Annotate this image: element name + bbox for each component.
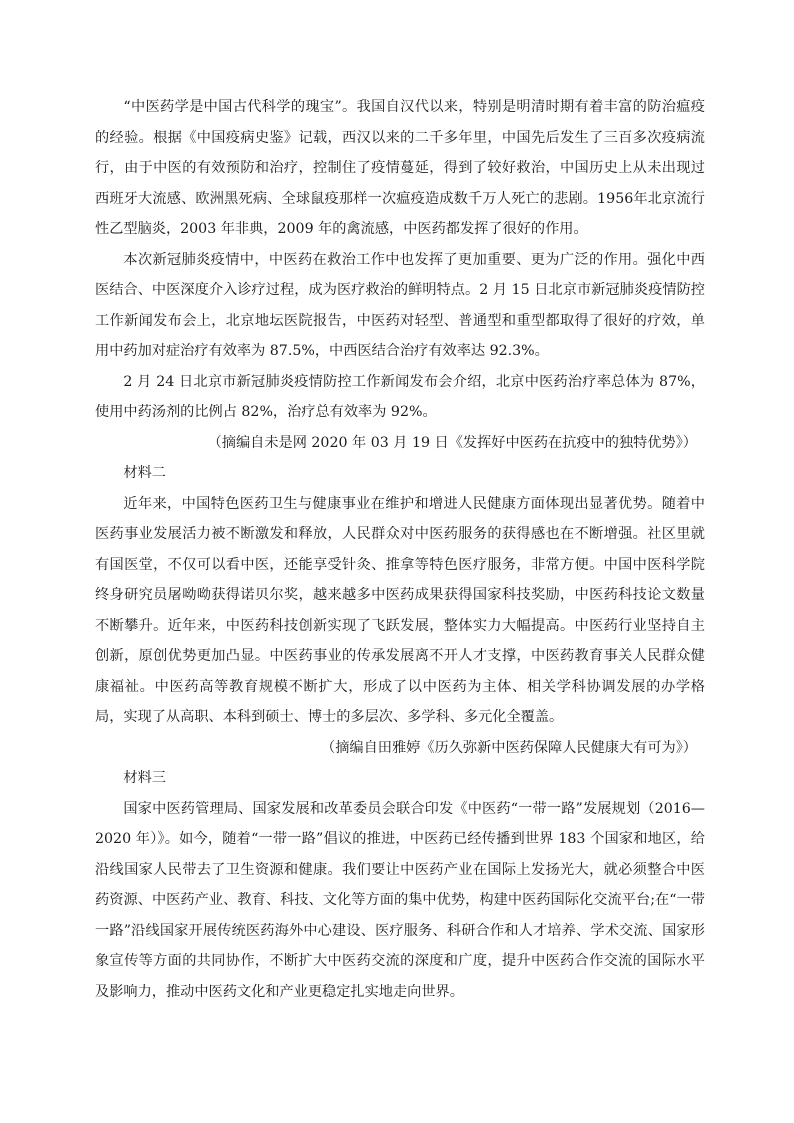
material-one-source: （摘编自未是网 2020 年 03 月 19 日《发挥好中医药在抗疫中的独特优势》） <box>207 434 697 451</box>
material-two-source: （摘编自田雅婷《历久弥新中医药保障人民健康大有可为》） <box>321 739 697 756</box>
material-three-paragraph-1: 国家中医药管理局、国家发展和改革委员会联合印发《中医药“一带一路”发展规划（2016—2020 年）》。如今，随着“一带一路”倡议的推进，中医药已经传播到世界 183 个国家和地区，给沿线国家人民带去了卫生资源和健康。我们要让中医药产业在国际上发扬光大，就必须整合中医药资源、中医药产业、教育、科技、文化等方面的集中优势，构建中医药国际化交流平台;在“一带一路”沿线国家开展传统医药海外中心建设、医疗服务、科研合作和人才培养、学术交流、国家形象宣传等方面的共同协作，不断扩大中医药交流的深度和广度，提升中医药合作交流的国际水平及影响力，推动中医药文化和产业更稳定扎实地走向世界。 <box>95 800 705 1000</box>
material-two-heading: 材料二 <box>123 465 166 481</box>
material-one-paragraph-2: 本次新冠肺炎疫情中，中医药在救治工作中也发挥了更加重要、更为广泛的作用。强化中西医结合、中医深度介入诊疗过程，成为医疗救治的鲜明特点。2 月 15 日北京市新冠肺炎疫情防控工作新闻发布会上，北京地坛医院报告，中医药对轻型、普通型和重型都取得了很好的疗效，单用中药加对症治疗有效率为 87.5%，中西医结合治疗有效率达 92.3%。 <box>95 251 705 359</box>
material-two-paragraph-1: 近年来，中国特色医药卫生与健康事业在维护和增进人民健康方面体现出显著优势。随着中医药事业发展活力被不断激发和释放，人民群众对中医药服务的获得感也在不断增强。社区里就有国医堂，不仅可以看中医，还能享受针灸、推拿等特色医疗服务，非常方便。中国中医科学院终身研究员屠呦呦获得诺贝尔奖，越来越多中医药成果获得国家科技奖励，中医药科技论文数量不断攀升。近年来，中医药科技创新实现了飞跃发展，整体实力大幅提高。中医药行业坚持自主创新，原创优势更加凸显。中医药事业的传承发展离不开人才支撑，中医药教育事关人民群众健康福祉。中医药高等教育规模不断扩大，形成了以中医药为主体、相关学科协调发展的办学格局，实现了从高职、本科到硕士、博士的多层次、多学科、多元化全覆盖。 <box>95 495 705 725</box>
material-one-paragraph-1: “中医药学是中国古代科学的瑰宝”。我国自汉代以来，特别是明清时期有着丰富的防治瘟疫的经验。根据《中国疫病史鉴》记载，西汉以来的二千多年里，中国先后发生了三百多次疫病流行，由于中医的有效预防和治疗，控制住了疫情蔓延，得到了较好救治，中国历史上从未出现过西班牙大流感、欧洲黑死病、全球鼠疫那样一次瘟疫造成数千万人死亡的悲剧。1956年北京流行性乙型脑炎，2003 年非典，2009 年的禽流感，中医药都发挥了很好的作用。 <box>95 99 705 237</box>
material-three-heading: 材料三 <box>123 770 166 786</box>
document-page <box>95 92 705 1007</box>
material-one-paragraph-3: 2 月 24 日北京市新冠肺炎疫情防控工作新闻发布会介绍，北京中医药治疗率总体为 87%，使用中药汤剂的比例占 82%，治疗总有效率为 92%。 <box>95 373 705 420</box>
